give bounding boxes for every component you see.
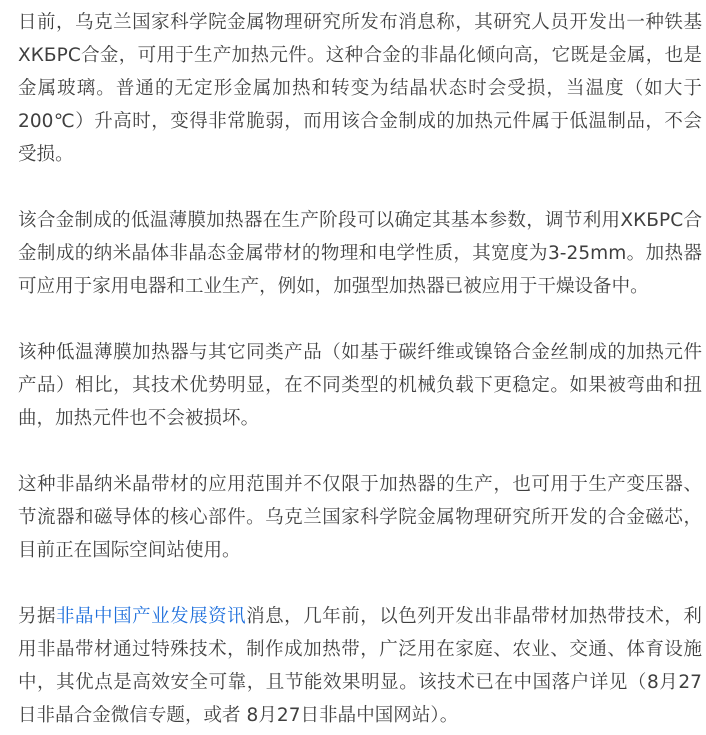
paragraph-5 [18, 600, 702, 732]
paragraph-5-prefix: 另据 [18, 606, 57, 627]
paragraph-4: 这种非晶纳米晶带材的应用范围并不仅限于加热器的生产，也可用于生产变压器、节流器和磁导体的核心部件。乌克兰国家科学院金属物理研究所开发的合金磁芯，目前正在国际空间站使用。 [18, 474, 702, 561]
paragraph-5-text: 消息，几年前，以色列开发出非晶带材加热带技术，利用非晶带材通过特殊技术，制作成加热带，广泛用在家庭、农业、交通、体育设施中，其优点是高效安全可靠，且节能效果明显。该技术已在中国落户详见（8月27日非晶合金微信专题，或者 8月27日非晶中国网站）。 [18, 606, 702, 726]
article-body [18, 6, 702, 732]
paragraph-1: 日前，乌克兰国家科学院金属物理研究所发布消息称，其研究人员开发出一种铁基ХКБРС合金，可用于生产加热元件。这种合金的非晶化倾向高，它既是金属，也是金属玻璃。普通的无定形金属加热和转变为结晶状态时会受损，当温度（如大于200℃）升高时，变得非常脆弱，而用该合金制成的加热元件属于低温制品，不会受损。 [18, 12, 702, 165]
source-link[interactable]: 非晶中国产业发展资讯 [56, 606, 247, 627]
paragraph-3: 该种低温薄膜加热器与其它同类产品（如基于碳纤维或镍铬合金丝制成的加热元件产品）相比，其技术优势明显，在不同类型的机械负载下更稳定。如果被弯曲和扭曲，加热元件也不会被损坏。 [18, 342, 702, 429]
paragraph-2: 该合金制成的低温薄膜加热器在生产阶段可以确定其基本参数，调节利用ХКБРС合金制成的纳米晶体非晶态金属带材的物理和电学性质，其宽度为3-25mm。加热器可应用于家用电器和工业生产，例如，加强型加热器已被应用于干燥设备中。 [18, 210, 702, 297]
